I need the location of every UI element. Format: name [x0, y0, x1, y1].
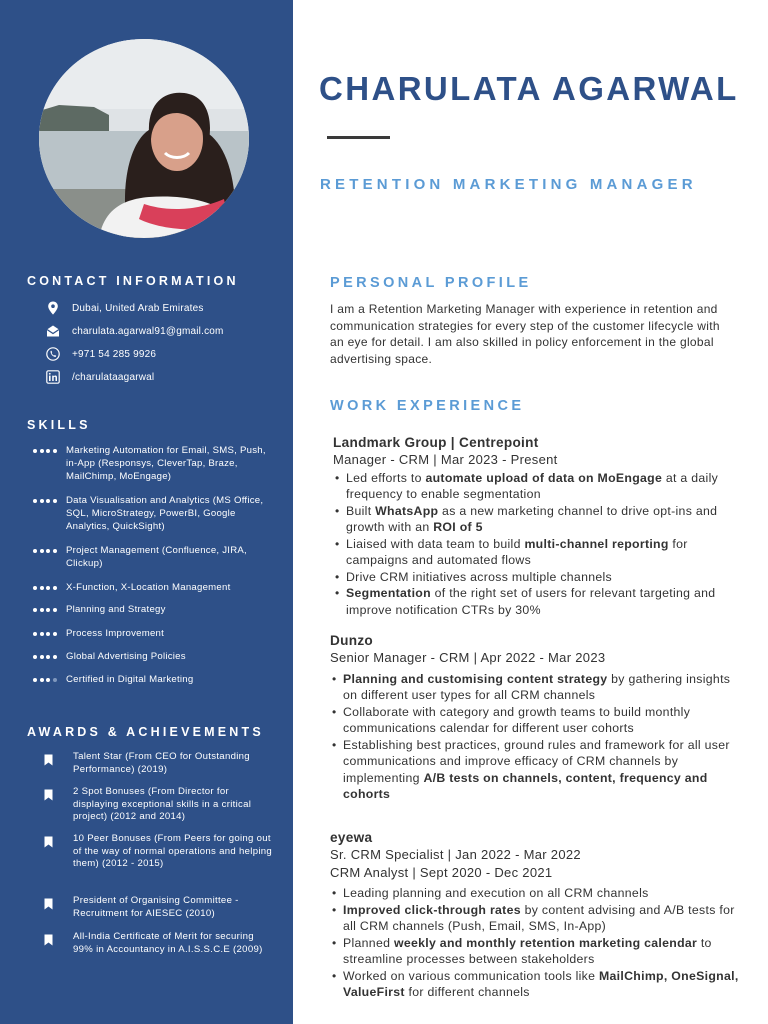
bookmark-icon	[44, 751, 73, 776]
skill-level-dot	[33, 549, 37, 553]
bullet-text: Liaised with data team to build	[346, 536, 525, 551]
bullet-text: to streamline processes between stakeholders	[343, 935, 712, 966]
contact-linkedin-text[interactable]: /charulataagarwal	[72, 371, 155, 383]
award-item	[44, 786, 274, 824]
job-bullet	[330, 902, 740, 935]
skill-level-dot	[40, 449, 44, 453]
skill-level-dot	[40, 549, 44, 553]
job-entry-eyewa	[330, 829, 740, 1001]
skill-level-dot	[40, 678, 44, 682]
bookmark-icon	[44, 786, 73, 824]
bullet-text: Led efforts to	[346, 470, 426, 485]
skill-level-dot	[46, 499, 50, 503]
skill-text: Project Management (Confluence, JIRA, Clickup)	[66, 545, 247, 569]
awards-heading: AWARDS & ACHIEVEMENTS	[27, 725, 264, 739]
bullet-text: for campaigns and automated flows	[346, 536, 688, 567]
skill-text: Marketing Automation for Email, SMS, Push, in-App (Responsys, CleverTap, Braze, MailChimp, MoEngage)	[66, 445, 266, 482]
job-bullets	[330, 671, 740, 803]
job-company: Dunzo	[330, 633, 374, 648]
skill-item	[33, 604, 273, 617]
skill-level-dot	[33, 449, 37, 453]
skill-level-dots	[33, 445, 66, 483]
skill-item	[33, 495, 273, 533]
skill-level-dot	[46, 608, 50, 612]
skill-item	[33, 674, 273, 687]
award-text: All-India Certificate of Merit for securing 99% in Accountancy in A.I.S.S.C.E (2009)	[73, 931, 263, 955]
bullet-text: Built	[346, 503, 376, 518]
award-item	[44, 833, 274, 871]
skill-level-dot	[46, 632, 50, 636]
skill-item	[33, 445, 273, 483]
contact-location-text: Dubai, United Arab Emirates	[72, 302, 204, 314]
skill-item	[33, 628, 273, 641]
bullet-bold-text: WhatsApp	[375, 503, 439, 518]
bullet-text: as a new marketing channel to drive opt-ins and growth with an	[346, 503, 718, 534]
skill-level-dot	[53, 608, 57, 612]
bullet-text: Leading planning and execution on all CRM channels	[343, 886, 649, 900]
skill-level-dot	[53, 678, 57, 682]
sidebar	[0, 0, 293, 1024]
skill-level-dot	[46, 655, 50, 659]
skill-level-dot	[33, 608, 37, 612]
bullet-text: Collaborate with category and growth teams to build monthly communications calendar for different user cohorts	[343, 704, 691, 735]
skill-level-dots	[33, 674, 66, 687]
bullet-bold-text: MailChimp, OneSignal, ValueFirst	[343, 968, 739, 999]
job-entry-landmark	[333, 434, 738, 618]
skill-level-dot	[46, 549, 50, 553]
award-text: 10 Peer Bonuses (From Peers for going out of the way of normal operations and helping them) (2012 - 2015)	[73, 833, 273, 870]
bullet-bold-text: automate upload of data on MoEngage	[425, 470, 663, 485]
skill-item	[33, 545, 273, 571]
skill-level-dot	[33, 499, 37, 503]
job-role: Senior Manager - CRM | Apr 2022 - Mar 2023	[330, 650, 606, 665]
skill-level-dots	[33, 628, 66, 641]
bullet-text: Planned	[343, 935, 394, 950]
bookmark-icon	[44, 895, 73, 920]
job-company: eyewa	[330, 830, 373, 845]
skills-heading: SKILLS	[27, 418, 91, 432]
job-bullet	[333, 536, 738, 569]
job-entry-dunzo	[330, 632, 740, 803]
skill-level-dots	[33, 604, 66, 617]
skill-level-dot	[46, 449, 50, 453]
contact-phone-text[interactable]: +971 54 285 9926	[72, 348, 157, 360]
skill-level-dot	[53, 632, 57, 636]
skill-text: X-Function, X-Location Management	[66, 582, 231, 593]
skill-level-dot	[40, 655, 44, 659]
skill-level-dots	[33, 582, 66, 595]
bullet-text: by content advising and A/B tests for all CRM channels (Push, Email, SMS, In-App)	[343, 902, 735, 933]
skill-level-dot	[53, 499, 57, 503]
bullet-text: Worked on various communication tools like	[343, 968, 599, 983]
job-bullet	[330, 704, 740, 737]
envelope-icon	[44, 323, 61, 340]
skill-level-dot	[33, 586, 37, 590]
job-role: Sr. CRM Specialist | Jan 2022 - Mar 2022	[330, 847, 581, 862]
skill-level-dot	[40, 608, 44, 612]
skill-level-dots	[33, 651, 66, 664]
skill-text: Certified in Digital Marketing	[66, 674, 194, 685]
candidate-name: CHARULATA AGARWAL	[319, 70, 739, 107]
skill-level-dot	[46, 678, 50, 682]
job-bullet	[333, 585, 738, 618]
contact-phone[interactable]	[44, 345, 156, 363]
job-bullets	[330, 885, 740, 1001]
profile-text: I am a Retention Marketing Manager with experience in retention and communication strategies for every step of the customer lifecycle with an eye for detail. I am also skilled in policy enforcement in the global advertising space.	[330, 302, 720, 366]
job-bullet	[330, 737, 740, 803]
name-divider	[327, 136, 390, 139]
award-item	[44, 895, 274, 920]
job-bullets	[333, 470, 738, 619]
skill-level-dot	[33, 632, 37, 636]
bullet-bold-text: Segmentation	[346, 586, 431, 600]
skill-level-dot	[33, 678, 37, 682]
skill-level-dots	[33, 495, 66, 533]
contact-heading: CONTACT INFORMATION	[27, 274, 239, 288]
job-company: Landmark Group | Centrepoint	[333, 435, 539, 450]
location-pin-icon	[44, 300, 61, 317]
bullet-text: Establishing best practices, ground rules and framework for all user communications and improve efficacy of CRM channels by implementing	[343, 737, 730, 785]
job-bullet	[330, 968, 740, 1001]
skill-level-dot	[33, 655, 37, 659]
skill-level-dot	[53, 549, 57, 553]
job-bullet	[333, 503, 738, 536]
phone-icon	[44, 346, 61, 363]
skill-item	[33, 651, 273, 664]
skill-level-dot	[53, 449, 57, 453]
job-bullet	[330, 935, 740, 968]
skill-level-dot	[40, 632, 44, 636]
award-text: 2 Spot Bonuses (From Director for displaying exceptional skills in a critical project) (2012 and 2014)	[73, 786, 252, 823]
skill-level-dot	[40, 586, 44, 590]
contact-location	[44, 299, 204, 317]
bullet-bold-text: multi-channel reporting	[524, 536, 669, 551]
job-bullet	[330, 671, 740, 704]
bullet-bold-text: Improved click-through rates	[343, 902, 521, 917]
contact-email[interactable]	[44, 322, 224, 340]
award-item	[44, 931, 274, 956]
bullet-bold-text: ROI of 5	[433, 520, 483, 534]
skill-text: Planning and Strategy	[66, 604, 166, 615]
job-title: RETENTION MARKETING MANAGER	[320, 176, 697, 193]
bullet-text: at a daily frequency to enable segmentation	[346, 470, 719, 501]
job-role: Manager - CRM | Mar 2023 - Present	[333, 452, 558, 467]
skill-level-dot	[53, 655, 57, 659]
bullet-bold-text: weekly and monthly retention marketing calendar	[393, 935, 698, 950]
skill-text: Data Visualisation and Analytics (MS Office, SQL, MicroStrategy, PowerBI, Google Analytics, QuickSight)	[66, 495, 264, 532]
skill-level-dot	[46, 586, 50, 590]
bullet-text: of the right set of users for relevant targeting and improve notification CTRs by 30%	[346, 586, 716, 617]
job-bullet	[333, 470, 738, 503]
experience-heading: WORK EXPERIENCE	[330, 398, 525, 414]
profile-photo	[39, 39, 249, 238]
job-bullet	[330, 885, 740, 902]
skill-item	[33, 582, 273, 595]
bookmark-icon	[44, 833, 73, 871]
linkedin-icon	[44, 369, 61, 386]
skill-level-dot	[40, 499, 44, 503]
award-item	[44, 751, 274, 776]
bookmark-icon	[44, 931, 73, 956]
bullet-bold-text: Planning and customising content strategy	[343, 671, 608, 686]
profile-heading: PERSONAL PROFILE	[330, 275, 532, 291]
award-text: Talent Star (From CEO for Outstanding Performance) (2019)	[73, 751, 250, 775]
skill-text: Process Improvement	[66, 628, 165, 639]
bullet-text: for different channels	[404, 985, 530, 999]
bullet-text: Drive CRM initiatives across multiple channels	[346, 569, 612, 584]
award-text: President of Organising Committee - Recruitment for AIESEC (2010)	[73, 895, 239, 919]
job-bullet	[333, 569, 738, 586]
contact-linkedin[interactable]	[44, 368, 154, 386]
bullet-bold-text: A/B tests on channels, content, frequency and cohorts	[343, 770, 708, 801]
contact-email-text[interactable]: charulata.agarwal91@gmail.com	[72, 325, 224, 337]
skill-text: Global Advertising Policies	[66, 651, 186, 662]
skill-level-dots	[33, 545, 66, 571]
skill-level-dot	[53, 586, 57, 590]
job-role: CRM Analyst | Sept 2020 - Dec 2021	[330, 864, 553, 880]
bullet-text: by gathering insights on different user types for all CRM channels	[343, 671, 731, 702]
